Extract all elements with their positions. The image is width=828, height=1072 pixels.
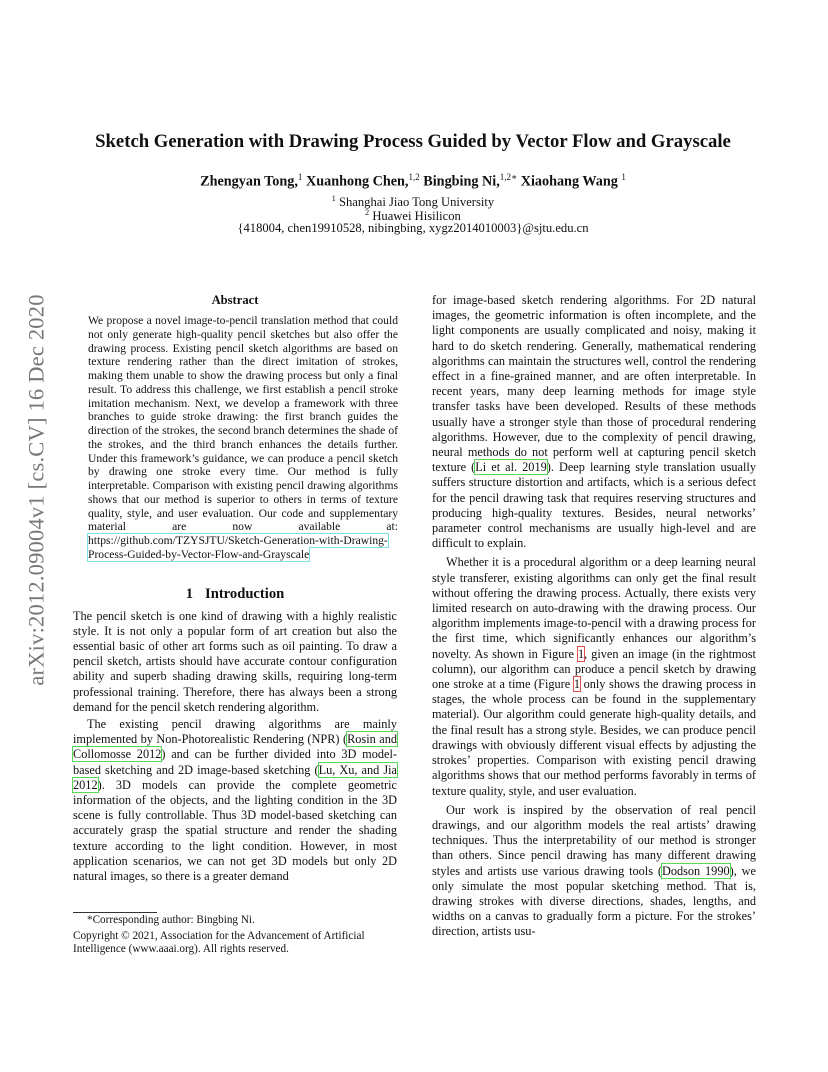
citation-link[interactable]: Dodson 1990	[661, 863, 730, 878]
author-name: Xuanhong Chen,	[305, 173, 409, 190]
abstract-text: We propose a novel image-to-pencil translation method that could not only generate high-quality pencil sketches but also offer the drawing process. Existing pencil sketch algorithms are based on texture rendering rather than the direct imitation of strokes, making them unable to show the drawing process but only a final result. To address this challenge, we first establish a pencil stroke imitation mechanism. Next, we develop a framework with three branches to guide stroke drawing: the first branch guides the direction of the strokes, the second branch determines the shade of the strokes, and the third branch enhances the details further. Under this framework’s guidance, we can produce a pencil sketch by drawing one stroke every time. Our method is fully interpretable. Comparison with existing pencil drawing algorithms shows that our method is superior to others in terms of texture quality, style, and user evaluation. Our code and supplementary material are now available at:	[88, 314, 398, 534]
paragraph-text: ), we only simulate the most popular sketching method. That is, drawing strokes with diverse directions, shades, lengths, and widths on a canvas to gradually form a picture. For the strokes’ direction, artists usu-	[432, 863, 756, 939]
author-list	[60, 172, 766, 191]
author-affil-mark: 1	[297, 172, 303, 182]
author-affil-mark: 1,2	[408, 172, 420, 182]
affil-name: Huawei Hisilicon	[372, 209, 461, 224]
arxiv-stamp	[15, 290, 59, 690]
footnote-divider	[73, 912, 157, 913]
paragraph-text: ) and can be further divided into 3D model-based sketching and 2D image-based sketching (	[73, 747, 397, 777]
paragraph-text: ). 3D models can provide the complete geometric information of the objects, and the lighting condition in the 3D scene is fully controllable. Thus 3D model-based sketching can accurately grasp the spatial structure and render the shading texture according to the light condition. However, in most application scenarios, we can not get 3D models but only 2D natural images, so there is a greater demand	[73, 777, 397, 883]
code-link[interactable]: https://github.com/TZYSJTU/Sketch-Generation-with-Drawing-Process-Guided-by-Vector-Flow-and-Grayscale	[88, 534, 388, 561]
intro-paragraph-1: The pencil sketch is one kind of drawing with a highly realistic style. It is not only a popular form of art creation but also the essential basic of other art forms such as oil painting. To draw a pencil sketch, artists should have accurate contour configuration ability and superb shading drawing skills, requiring long-term professional training. Therefore, there has always been a strong demand for the pencil sketch rendering algorithm.	[73, 608, 397, 714]
intro-paragraph-3	[432, 293, 756, 551]
paper-title: Sketch Generation with Drawing Process Guided by Vector Flow and Grayscale	[95, 131, 731, 152]
right-column	[432, 293, 756, 940]
citation-link[interactable]: Lu, Xu, and Jia 2012	[73, 762, 398, 792]
paragraph-text: Whether it is a procedural algorithm or a deep learning neural style transferer, existing algorithms can only get the final result without offering the drawing process. Actually, there exists very limited research on auto-drawing with the drawing process. Our algorithm implements image-to-pencil with a drawing process for the first time, which significantly enhances our algorithm’s novelty. As shown in Figure	[432, 555, 756, 661]
section-number: 1	[185, 585, 194, 602]
paragraph-text: ). Deep learning style translation usually suffers structure distortion and artifacts, which is a serious defect for the pencil drawing task that requires reserving structures and producing high-quality textures. Besides, neural networks’ parameter control mechanisms are usually high-level and are difficult to explain.	[432, 460, 756, 551]
affil-mark: 1	[331, 194, 336, 203]
arxiv-identifier: arXiv:2012.09004v1 [cs.CV] 16 Dec 2020	[24, 294, 50, 686]
corresponding-author-note: *Corresponding author: Bingbing Ni.	[87, 914, 255, 926]
author-name: Zhengyan Tong,	[200, 173, 298, 190]
left-column	[73, 293, 397, 884]
abstract-heading: Abstract	[211, 293, 259, 307]
author-affil-mark: 1	[621, 172, 626, 182]
paragraph-text: , given an image (in the rightmost column), our algorithm can produce a pencil sketch by drawing one stroke at a time (Figure	[432, 646, 756, 692]
footnote	[73, 914, 397, 957]
author-name: Xiaohang Wang	[520, 173, 618, 190]
citation-link[interactable]: Rosin and Collomosse 2012	[73, 732, 397, 762]
abstract-body	[88, 314, 398, 562]
section-heading-introduction	[73, 586, 397, 603]
author-affil-mark: 1,2∗	[499, 172, 518, 182]
author-emails: {418004, chen19910528, nibingbing, xygz2014010003}@sjtu.edu.cn	[237, 221, 589, 235]
affil-mark: 2	[365, 208, 370, 217]
figure-reference-link[interactable]: 1	[577, 646, 585, 661]
citation-link[interactable]: Li et al. 2019	[475, 460, 547, 475]
author-name: Bingbing Ni,	[423, 173, 500, 190]
section-title: Introduction	[205, 585, 285, 602]
paragraph-text: for image-based sketch rendering algorithms. For 2D natural images, the geometric information is often incomplete, and the light components are usually complicated and noisy, making it hard to do sketch rendering. Generally, mathematical rendering algorithms can maintain the structures well, control the rendering effect in a fine-grained manner, and are often interpretable. In recent years, many deep learning methods for image style transfer tasks have been developed. Results of these methods usually have a stronger style than those of procedural rendering algorithms. However, due to the complexity of pencil drawing, neural methods do not perform well at capturing pencil sketch texture (	[432, 293, 756, 475]
paragraph-text: Our work is inspired by the observation of real pencil drawings, and our algorithm models the real artists’ drawing techniques. Thus the interpretability of our method is stronger than others. Since pencil drawing has many different drawing styles and artists use various drawing tools (	[432, 802, 756, 878]
affil-name: Shanghai Jiao Tong University	[338, 195, 495, 210]
intro-paragraph-5	[432, 803, 756, 940]
intro-paragraph-4	[432, 555, 756, 798]
paragraph-text: The existing pencil drawing algorithms are mainly implemented by Non-Photorealistic Rendering (NPR) (	[73, 716, 397, 747]
intro-paragraph-2	[73, 717, 397, 884]
paragraph-text: only shows the drawing process in stages, the whole process can be found in the supplementary material). Our algorithm could generate high-quality details, and the final result has a strong style. Besides, we can produce pencil drawings with obviously different visual effects by adjusting the strokes’ properties. Comparison with existing pencil drawing algorithms shows that our method performs favorably in terms of texture quality, style, and user evaluation.	[432, 677, 756, 798]
copyright-notice: Copyright © 2021, Association for the Advancement of Artificial Intelligence (www.aaai.org). All rights reserved.	[73, 929, 365, 956]
figure-reference-link[interactable]: 1	[573, 677, 580, 692]
